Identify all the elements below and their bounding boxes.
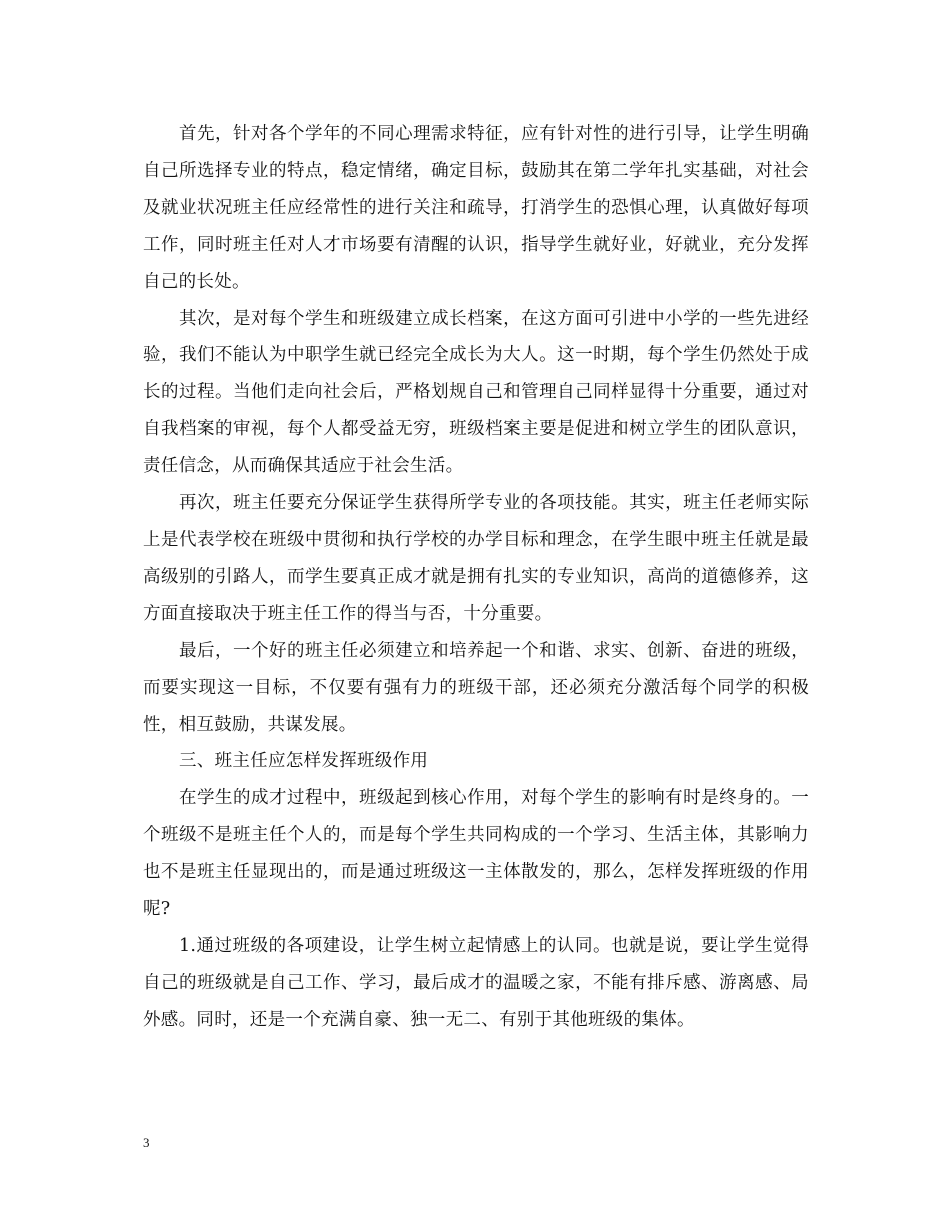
section-paragraph-intro: 在学生的成才过程中，班级起到核心作用，对每个学生的影响有时是终身的。一个班级不是班主任个人的，而是每个学生共同构成的一个学习、生活主体，其影响力也不是班主任显现出的，而是通过班级这一主体散发的，那么，怎样发挥班级的作用呢? (143, 788, 809, 920)
section-heading: 三、班主任应怎样发挥班级作用 (179, 751, 429, 772)
page-number: 3 (143, 1135, 150, 1150)
document-body (143, 116, 809, 1039)
paragraph-second: 其次，是对每个学生和班级建立成长档案，在这方面可引进中小学的一些先进经验，我们不能认为中职学生就已经完全成长为大人。这一时期，每个学生仍然处于成长的过程。当他们走向社会后，严格划规自己和管理自己同样显得十分重要，通过对自我档案的审视，每个人都受益无穷，班级档案主要是促进和树立学生的团队意识，责任信念，从而确保其适应于社会生活。 (143, 308, 809, 477)
paragraph-third: 再次，班主任要充分保证学生获得所学专业的各项技能。其实，班主任老师实际上是代表学校在班级中贯彻和执行学校的办学目标和理念，在学生眼中班主任就是最高级别的引路人，而学生要真正成才就是拥有扎实的专业知识，高尚的道德修养，这方面直接取决于班主任工作的得当与否，十分重要。 (143, 493, 809, 624)
paragraph-fourth: 最后，一个好的班主任必须建立和培养起一个和谐、求实、创新、奋进的班级，而要实现这一目标，不仅要有强有力的班级干部，还必须充分激活每个同学的积极性，相互鼓励，共谋发展。 (143, 640, 809, 735)
paragraph-first: 首先，针对各个学年的不同心理需求特征，应有针对性的进行引导，让学生明确自己所选择专业的特点，稳定情绪，确定目标，鼓励其在第二学年扎实基础，对社会及就业状况班主任应经常性的进行关注和疏导，打消学生的恐惧心理，认真做好每项工作，同时班主任对人才市场要有清醒的认识，指导学生就好业，好就业，充分发挥自己的长处。 (143, 124, 809, 292)
section-paragraph-point-1: 1.通过班级的各项建设，让学生树立起情感上的认同。也就是说，要让学生觉得自己的班级就是自己工作、学习，最后成才的温暖之家，不能有排斥感、游离感、局外感。同时，还是一个充满自豪、独一无二、有别于其他班级的集体。 (143, 935, 809, 1030)
